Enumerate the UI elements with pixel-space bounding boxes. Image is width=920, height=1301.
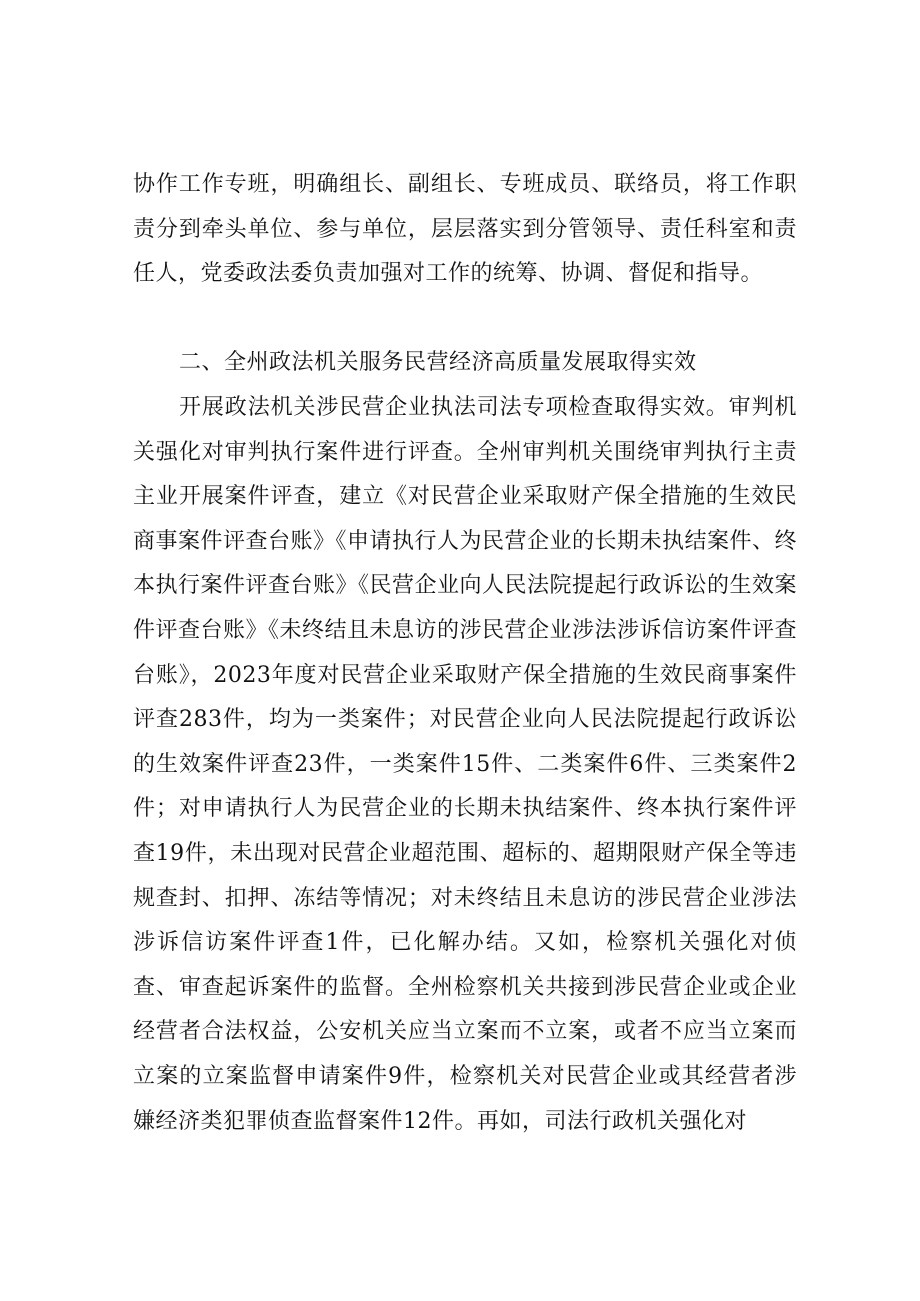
body-text [133, 163, 797, 297]
paragraph-continuation: 协作工作专班，明确组长、副组长、专班成员、联络员，将工作职责分到牵头单位、参与单位，层层落实到分管领导、责任科室和责任人，党委政法委负责加强对工作的统筹、协调、督促和指导。 [133, 172, 797, 287]
main-paragraph: 开展政法机关涉民营企业执法司法专项检查取得实效。审判机关强化对审判执行案件进行评查。全州审判机关围绕审判执行主责主业开展案件评查，建立《对民营企业采取财产保全措施的生效民商事案件评查台账》《申请执行人为民营企业的长期未执结案件、终本执行案件评查台账》《民营企业向人民法院提起行政诉讼的生效案件评查台账》《未终结且未息访的涉民营企业涉法涉诉信访案件评查台账》，2023年度对民营企业采取财产保全措施的生效民商事案件评查283件，均为一类案件；对民营企业向人民法院提起行政诉讼的生效案件评查23件，一类案件15件、二类案件6件、三类案件2件；对申请执行人为民营企业的长期未执结案件、终本执行案件评查19件，未出现对民营企业超范围、超标的、超期限财产保全等违规查封、扣押、冻结等情况；对未终结且未息访的涉民营企业涉法涉诉信访案件评查1件，已化解办结。又如，检察机关强化对侦查、审查起诉案件的监督。全州检察机关共接到涉民营企业或企业经营者合法权益，公安机关应当立案而不立案，或者不应当立案而立案的立案监督申请案件9件，检察机关对民营企业或其经营者涉嫌经济类犯罪侦查监督案件12件。再如，司法行政机关强化对 [133, 395, 798, 1134]
main-paragraph-block [133, 386, 797, 1144]
section-heading: 二、全州政法机关服务民营经济高质量发展取得实效 [179, 350, 697, 375]
section-heading-block [133, 341, 797, 386]
